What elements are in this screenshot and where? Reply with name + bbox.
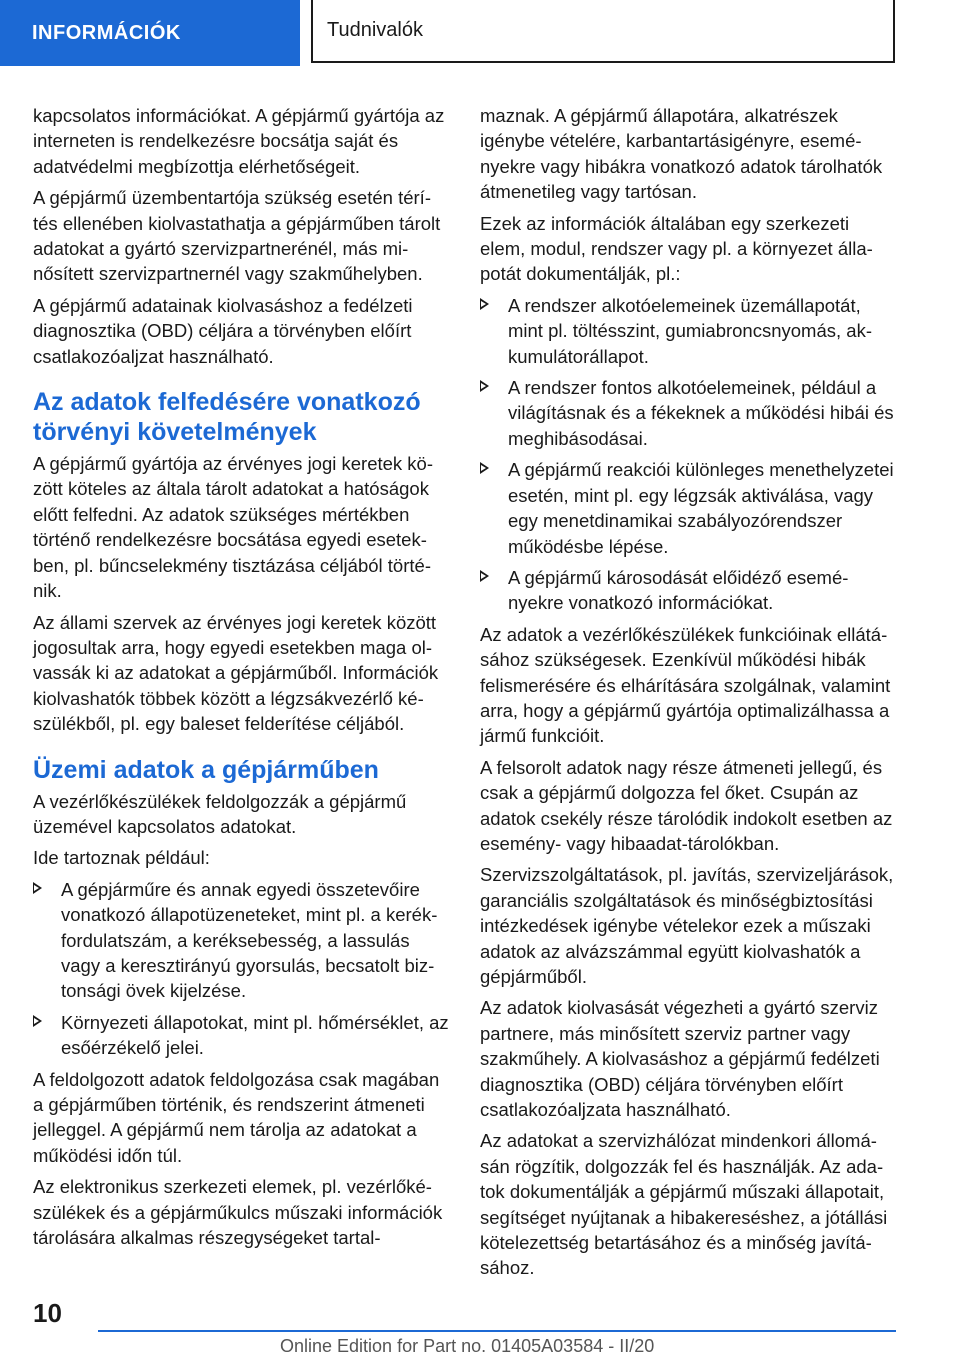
triangle-bullet-icon xyxy=(480,380,489,392)
list-item xyxy=(480,457,896,559)
section-heading: Üzemi adatok a gépjárműben xyxy=(33,755,379,784)
paragraph: Az adatok kiolvasását végezheti a gyártó szerviz partnere, más minősített szerviz partner vagy szakműhely. A kiolvasáshoz a gépjármű fedélzeti diagnosztika (OBD) céljára törvényben előírt csatlakozóaljzata használható. xyxy=(480,997,880,1121)
paragraph: Az elektronikus szerkezeti elemek, pl. vezérlőkészülékek és a gépjárműkulcs műszaki információk tárolására alkalmas részegységeket tartal- xyxy=(33,1176,443,1249)
triangle-bullet-icon xyxy=(33,882,42,894)
triangle-bullet-icon xyxy=(480,462,489,474)
page-number: 10 xyxy=(33,1298,62,1328)
paragraph: Szervizszolgáltatások, pl. javítás, szervizeljárások, garanciális szolgáltatások és minőségbiztosítási intézkedések igénybe vételekor ezek a műszaki adatok az alvázszámmal együtt kiolvashatók a gépjárműből. xyxy=(480,864,894,987)
section-tab: INFORMÁCIÓK xyxy=(0,0,300,66)
triangle-bullet-icon xyxy=(33,1015,42,1027)
list-item-text: A gépjármű reakciói különleges menethelyzetei esetén, mint pl. egy légzsák aktiválása, vagy egy menetdinamikai szabályozórendszer működésbe lépése. xyxy=(508,459,894,557)
paragraph: A gépjármű gyártója az érvényes jogi keretek között köteles az általa tárolt adatokat a hatóságok előtt felfedni. Az adatok szükséges mértékben történő rendelkezésre bocsátása egyedi esetekben, pl. bűncselekmény tisztázása céljából történik. xyxy=(33,453,434,602)
paragraph: A vezérlőkészülékek feldolgozzák a gépjármű üzemével kapcsolatos adatokat. xyxy=(33,790,407,837)
paragraph: maznak. A gépjármű állapotára, alkatrészek igénybe vételére, karbantartásigényre, eseményekre vagy hibákra vonatkozó adatok tárolhatók átmenetileg vagy tartósan. xyxy=(480,105,883,203)
list-item-text: A gépjárműre és annak egyedi összetevőire vonatkozó állapotüzeneteket, mint pl. a kerékfordulatszám, a keréksebesség, a lassulás vagy a keresztirányú gyorsulás, becsatolt biztonsági övek kijelzése. xyxy=(61,878,438,1002)
page-header xyxy=(0,0,960,66)
list-item xyxy=(480,293,896,369)
list-item xyxy=(33,1010,449,1061)
footer-divider xyxy=(98,1330,896,1332)
section-heading: Az adatok felfedésére vonatkozó törvényi követelmények xyxy=(33,388,421,447)
bullet-list xyxy=(480,293,896,616)
bullet-list xyxy=(33,877,449,1061)
list-item-text: A rendszer alkotóelemeinek üzemállapotát, mint pl. töltésszint, gumiabroncsnyomás, akkumulátorállapot. xyxy=(508,294,872,367)
list-item-text: A gépjármű károsodását előidéző eseményekre vonatkozó információkat. xyxy=(508,566,849,614)
triangle-bullet-icon xyxy=(480,570,489,582)
paragraph: A gépjármű üzembentartója szükség esetén térítés ellenében kiolvastathatja a gépjárműben tárolt adatokat a gyártó szervizpartnerénél, más minősített szervizpartnernél vagy szakműhelyben. xyxy=(33,187,441,285)
paragraph: A gépjármű adatainak kiolvasáshoz a fedélzeti diagnosztika (OBD) céljára a törvényben előírt csatlakozóaljzat használható. xyxy=(33,294,413,367)
paragraph: Az adatokat a szervizhálózat mindenkori állomásán rögzítik, dolgozzák fel és használják. Az adatok dokumentálják a gépjármű műszaki állapotait, segítséget nyújtanak a hibakereséshez, a jótállási kötelezettség betartásához és a minőség javításához. xyxy=(480,1130,888,1279)
list-item-text: A rendszer fontos alkotóelemeinek, például a világításnak és a fékeknek a működési hibái és meghibásodásai. xyxy=(508,377,894,449)
paragraph: kapcsolatos információkat. A gépjármű gyártója az interneten is rendelkezésre bocsátja saját és adatvédelmi megbízottja elérhetőségeit. xyxy=(33,105,445,177)
paragraph: A feldolgozott adatok feldolgozása csak magában a gépjárműben történik, és rendszerint átmeneti jelleggel. A gépjármű nem tárolja az adatokat a működési időn túl. xyxy=(33,1068,440,1166)
list-item xyxy=(480,375,896,451)
list-item xyxy=(480,565,896,616)
paragraph: Az állami szervek az érvényes jogi keretek között jogosultak arra, hogy egyedi esetekben maga olvassák ki az adatokat a gépjárműből. Információk kiolvashatók többek között a légzsákvezérlő készülékből, pl. egy baleset felderítése céljából. xyxy=(33,611,439,735)
list-item-text: Környezeti állapotokat, mint pl. hőmérséklet, az esőérzékelő jelei. xyxy=(61,1011,449,1059)
left-column xyxy=(33,103,449,1256)
right-column xyxy=(480,103,896,1287)
triangle-bullet-icon xyxy=(480,298,489,310)
topic-tab: Tudnivalók xyxy=(311,0,895,63)
paragraph: A felsorolt adatok nagy része átmeneti jellegű, és csak a gépjármű dolgozza fel őket. Csupán az adatok csekély része tárolódik indokolt esetben az esemény- vagy hibaadat-tárolókban. xyxy=(480,756,893,854)
edition-footer: Online Edition for Part no. 01405A03584 - II/20 xyxy=(280,1336,655,1356)
list-item xyxy=(33,877,449,1004)
paragraph: Az adatok a vezérlőkészülékek funkcióinak ellátásához szükségesek. Ezenkívül működési hibák felismerésére és elhárítására szolgálnak, valamint arra, hogy a gépjármű gyártója optimalizálhassa a jármű funkcióit. xyxy=(480,623,891,747)
paragraph: Ezek az információk általában egy szerkezeti elem, modul, rendszer vagy pl. a környezet állapotát dokumentálják, pl.: xyxy=(480,212,873,285)
paragraph: Ide tartoznak például: xyxy=(33,847,210,869)
